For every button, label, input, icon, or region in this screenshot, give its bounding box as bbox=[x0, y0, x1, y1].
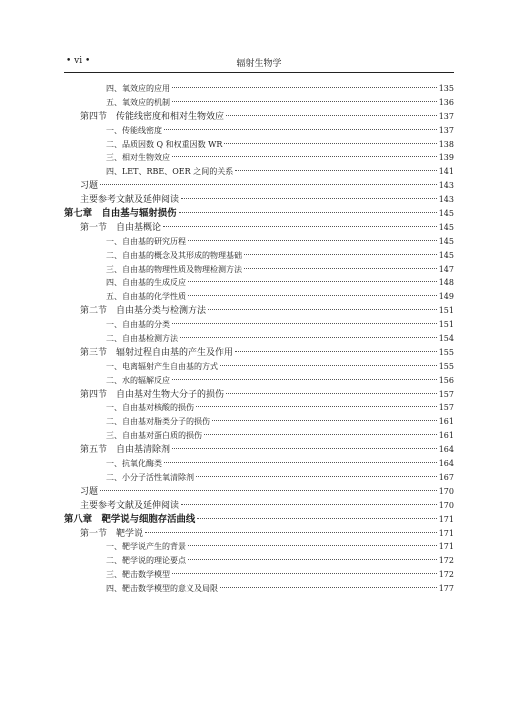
toc-entry-page-number: 167 bbox=[438, 472, 454, 482]
toc-section-entry[interactable] bbox=[64, 485, 454, 499]
toc-entry-title: 第四节 传能线密度和相对生物效应 bbox=[80, 111, 225, 122]
toc-entry-page-number: 137 bbox=[438, 125, 454, 135]
dot-leader bbox=[163, 226, 437, 227]
toc-entry-page-number: 171 bbox=[438, 514, 454, 524]
toc-subsection-entry[interactable] bbox=[64, 263, 454, 277]
toc-entry-page-number: 145 bbox=[438, 222, 454, 232]
toc-subsection-entry[interactable] bbox=[64, 151, 454, 165]
toc-subsection-entry[interactable] bbox=[64, 96, 454, 110]
toc-entry-title: 一、电离辐射产生自由基的方式 bbox=[106, 361, 218, 371]
dot-leader bbox=[226, 393, 437, 394]
dot-leader bbox=[164, 129, 437, 130]
toc-subsection-entry[interactable] bbox=[64, 582, 454, 596]
toc-entry-page-number: 155 bbox=[438, 347, 454, 357]
dot-leader bbox=[180, 337, 437, 338]
toc-entry-title: 五、自由基的化学性质 bbox=[106, 292, 186, 302]
toc-entry-title: 二、品质因数 Q 和权重因数 WR bbox=[106, 139, 223, 149]
toc-entry-page-number: 136 bbox=[438, 97, 454, 107]
toc-entry-page-number: 138 bbox=[438, 139, 454, 149]
toc-entry-title: 二、自由基的概念及其形成的物理基础 bbox=[106, 250, 242, 260]
dot-leader bbox=[172, 448, 437, 449]
toc-entry-title: 四、靶击数学模型的意义及局限 bbox=[106, 584, 218, 594]
dot-leader bbox=[235, 351, 437, 352]
toc-section-entry[interactable] bbox=[64, 304, 454, 318]
dot-leader bbox=[179, 212, 437, 213]
toc-entry-page-number: 141 bbox=[438, 167, 454, 177]
toc-subsection-entry[interactable] bbox=[64, 290, 454, 304]
toc-entry-title: 三、靶击数学模型 bbox=[106, 570, 170, 580]
dot-leader bbox=[220, 587, 437, 588]
toc-entry-page-number: 161 bbox=[438, 431, 454, 441]
toc-entry-page-number: 164 bbox=[438, 459, 454, 469]
toc-subsection-entry[interactable] bbox=[64, 471, 454, 485]
dot-leader bbox=[235, 170, 437, 171]
dot-leader bbox=[100, 184, 437, 185]
toc-entry-title: 第一节 靶学说 bbox=[80, 528, 144, 539]
toc-entry-title: 主要参考文献及延伸阅读 bbox=[80, 500, 180, 511]
toc-entry-title: 习题 bbox=[80, 181, 99, 192]
toc-entry-title: 四、氧效应的应用 bbox=[106, 84, 170, 93]
dot-leader bbox=[188, 281, 437, 282]
toc-entry-page-number: 171 bbox=[438, 528, 454, 538]
dot-leader bbox=[172, 87, 437, 88]
toc-subsection-entry[interactable] bbox=[64, 429, 454, 443]
header-page-number: • vi • bbox=[66, 56, 91, 66]
toc-section-entry[interactable] bbox=[64, 221, 454, 235]
toc-entry-title: 一、自由基的研究历程 bbox=[106, 236, 186, 246]
toc-subsection-entry[interactable] bbox=[64, 540, 454, 554]
toc-entry-title: 二、靶学说的理论要点 bbox=[106, 556, 186, 566]
toc-entry-title: 一、靶学说产生的背景 bbox=[106, 542, 186, 552]
dot-leader bbox=[172, 379, 437, 380]
dot-leader bbox=[145, 532, 437, 533]
toc-entry-title: 五、氧效应的机制 bbox=[106, 97, 170, 107]
toc-entry-title: 第七章 自由基与辐射损伤 bbox=[64, 208, 177, 220]
dot-leader bbox=[100, 490, 437, 491]
toc-entry-title: 二、水的辐解反应 bbox=[106, 375, 170, 385]
toc-entry-page-number: 145 bbox=[438, 250, 454, 260]
toc-section-entry[interactable] bbox=[64, 179, 454, 193]
toc-entry-title: 二、自由基检测方法 bbox=[106, 334, 178, 344]
toc-subsection-entry[interactable] bbox=[64, 318, 454, 332]
toc-entry-page-number: 137 bbox=[438, 111, 454, 121]
dot-leader bbox=[172, 156, 437, 157]
toc-section-entry[interactable] bbox=[64, 193, 454, 207]
toc-entry-page-number: 172 bbox=[438, 570, 454, 580]
toc-entry-title: 第二节 自由基分类与检测方法 bbox=[80, 306, 207, 317]
toc-subsection-entry[interactable] bbox=[64, 554, 454, 568]
toc-entry-page-number: 170 bbox=[438, 486, 454, 496]
toc-entry-title: 第八章 靶学说与细胞存活曲线 bbox=[64, 513, 196, 525]
toc-entry-title: 四、自由基的生成反应 bbox=[106, 278, 186, 288]
toc-entry-page-number: 170 bbox=[438, 500, 454, 510]
toc-entry-page-number: 143 bbox=[438, 181, 454, 191]
toc-entry-title: 四、LET、RBE、OER 之间的关系 bbox=[106, 167, 234, 177]
toc-subsection-entry[interactable] bbox=[64, 568, 454, 582]
toc-entry-page-number: 143 bbox=[438, 195, 454, 205]
toc-entry-title: 第一节 自由基概论 bbox=[80, 222, 162, 233]
dot-leader bbox=[212, 420, 437, 421]
toc-subsection-entry[interactable] bbox=[64, 415, 454, 429]
toc-subsection-entry[interactable] bbox=[64, 360, 454, 374]
toc-entry-page-number: 157 bbox=[438, 389, 454, 399]
toc-entry-page-number: 172 bbox=[438, 556, 454, 566]
dot-leader bbox=[172, 573, 437, 574]
toc-entry-page-number: 161 bbox=[438, 417, 454, 427]
dot-leader bbox=[220, 365, 437, 366]
toc-entry-title: 第三节 辐射过程自由基的产生及作用 bbox=[80, 347, 234, 358]
toc-entry-page-number: 148 bbox=[438, 278, 454, 288]
header-rule bbox=[64, 72, 454, 73]
toc-entry-page-number: 157 bbox=[438, 403, 454, 413]
toc-section-entry[interactable] bbox=[64, 443, 454, 457]
toc-entry-page-number: 164 bbox=[438, 445, 454, 455]
running-header bbox=[64, 56, 454, 72]
toc-subsection-entry[interactable] bbox=[64, 249, 454, 263]
dot-leader bbox=[181, 504, 437, 505]
toc-subsection-entry[interactable] bbox=[64, 276, 454, 290]
toc-section-entry[interactable] bbox=[64, 110, 454, 124]
dot-leader bbox=[196, 406, 437, 407]
toc-entry-title: 二、小分子活性氧清除剂 bbox=[106, 472, 194, 482]
dot-leader bbox=[172, 323, 437, 324]
dot-leader bbox=[172, 101, 437, 102]
toc-entry-page-number: 156 bbox=[438, 375, 454, 385]
toc-section-entry[interactable] bbox=[64, 346, 454, 360]
dot-leader bbox=[197, 518, 436, 519]
toc-section-entry[interactable] bbox=[64, 499, 454, 513]
toc-entry-title: 三、自由基的物理性质及物理检测方法 bbox=[106, 264, 242, 274]
table-of-contents bbox=[64, 82, 454, 596]
dot-leader bbox=[224, 143, 436, 144]
dot-leader bbox=[208, 309, 437, 310]
toc-subsection-entry[interactable] bbox=[64, 235, 454, 249]
toc-subsection-entry[interactable] bbox=[64, 165, 454, 179]
toc-section-entry[interactable] bbox=[64, 388, 454, 402]
toc-subsection-entry[interactable] bbox=[64, 82, 454, 96]
dot-leader bbox=[196, 476, 437, 477]
toc-entry-page-number: 139 bbox=[438, 153, 454, 163]
toc-entry-page-number: 145 bbox=[438, 209, 454, 219]
dot-leader bbox=[188, 240, 437, 241]
toc-subsection-entry[interactable] bbox=[64, 401, 454, 415]
toc-entry-title: 三、自由基对蛋白质的损伤 bbox=[106, 431, 202, 441]
toc-chapter-entry[interactable] bbox=[64, 513, 454, 527]
toc-entry-title: 一、自由基的分类 bbox=[106, 320, 170, 330]
toc-entry-title: 二、自由基对脂类分子的损伤 bbox=[106, 417, 210, 427]
dot-leader bbox=[204, 434, 437, 435]
toc-subsection-entry[interactable] bbox=[64, 332, 454, 346]
toc-subsection-entry[interactable] bbox=[64, 457, 454, 471]
toc-entry-title: 第五节 自由基清除剂 bbox=[80, 445, 171, 456]
toc-entry-page-number: 171 bbox=[438, 542, 454, 552]
toc-entry-title: 一、自由基对核酸的损伤 bbox=[106, 403, 194, 413]
toc-entry-title: 一、传能线密度 bbox=[106, 125, 162, 135]
toc-entry-page-number: 145 bbox=[438, 236, 454, 246]
toc-entry-title: 主要参考文献及延伸阅读 bbox=[80, 195, 180, 206]
toc-subsection-entry[interactable] bbox=[64, 124, 454, 138]
dot-leader bbox=[188, 295, 437, 296]
toc-entry-page-number: 151 bbox=[438, 306, 454, 316]
toc-entry-page-number: 154 bbox=[438, 334, 454, 344]
dot-leader bbox=[244, 268, 437, 269]
toc-entry-page-number: 155 bbox=[438, 361, 454, 371]
toc-chapter-entry[interactable] bbox=[64, 207, 454, 221]
header-running-title: 辐射生物学 bbox=[236, 59, 282, 69]
toc-entry-page-number: 151 bbox=[438, 320, 454, 330]
toc-entry-title: 一、抗氧化酶类 bbox=[106, 459, 162, 469]
toc-entry-page-number: 135 bbox=[438, 84, 454, 93]
dot-leader bbox=[188, 559, 437, 560]
toc-entry-title: 习题 bbox=[80, 486, 99, 497]
toc-entry-title: 三、相对生物效应 bbox=[106, 153, 170, 163]
toc-entry-page-number: 149 bbox=[438, 292, 454, 302]
dot-leader bbox=[226, 115, 437, 116]
toc-entry-page-number: 177 bbox=[438, 584, 454, 594]
toc-subsection-entry[interactable] bbox=[64, 374, 454, 388]
dot-leader bbox=[244, 254, 437, 255]
dot-leader bbox=[188, 545, 437, 546]
dot-leader bbox=[164, 462, 437, 463]
toc-section-entry[interactable] bbox=[64, 527, 454, 541]
toc-entry-title: 第四节 自由基对生物大分子的损伤 bbox=[80, 389, 225, 400]
dot-leader bbox=[181, 198, 437, 199]
toc-subsection-entry[interactable] bbox=[64, 138, 454, 152]
toc-entry-page-number: 147 bbox=[438, 264, 454, 274]
